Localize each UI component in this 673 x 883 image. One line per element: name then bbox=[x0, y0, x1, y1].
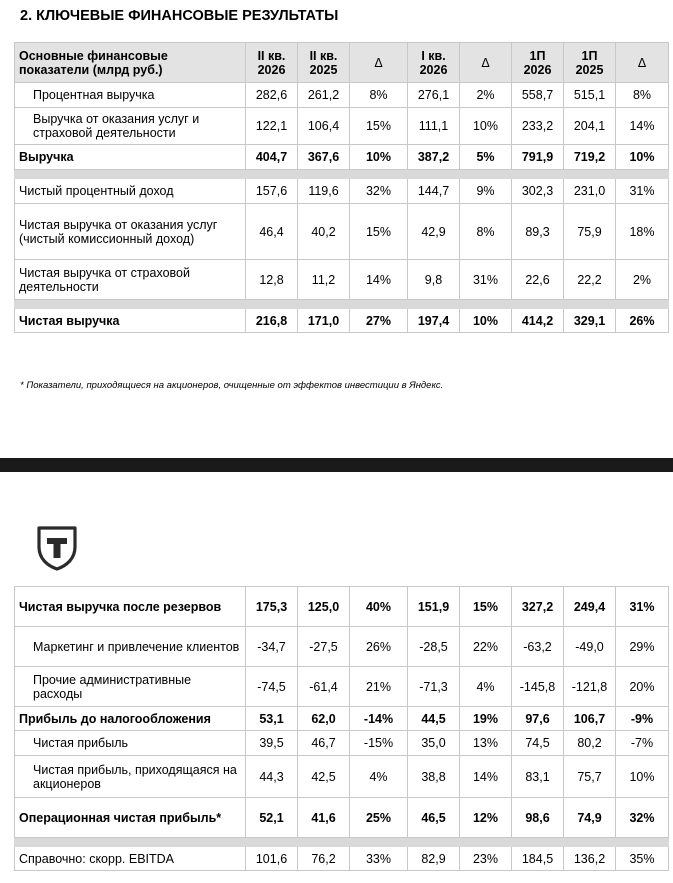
table-row bbox=[15, 667, 669, 707]
cell: 9,8 bbox=[408, 260, 460, 300]
cell: 2% bbox=[460, 83, 512, 108]
cell: -34,7 bbox=[246, 627, 298, 667]
cell: 26% bbox=[350, 627, 408, 667]
col-header-delta-1h: Δ bbox=[616, 43, 669, 83]
cell: 22,6 bbox=[512, 260, 564, 300]
cell: 80,2 bbox=[564, 731, 616, 756]
table-row bbox=[15, 83, 669, 108]
cell: 35,0 bbox=[408, 731, 460, 756]
cell: 22% bbox=[460, 627, 512, 667]
cell: 125,0 bbox=[298, 587, 350, 627]
cell: 302,3 bbox=[512, 179, 564, 204]
cell: 14% bbox=[616, 108, 669, 145]
separator-row bbox=[15, 300, 669, 309]
separator-row bbox=[15, 838, 669, 847]
cell: 32% bbox=[350, 179, 408, 204]
cell: 15% bbox=[350, 204, 408, 260]
cell: -28,5 bbox=[408, 627, 460, 667]
table-row bbox=[15, 145, 669, 170]
cell: 53,1 bbox=[246, 707, 298, 731]
cell: 39,5 bbox=[246, 731, 298, 756]
row-label: Чистый процентный доход bbox=[15, 179, 246, 204]
cell: 22,2 bbox=[564, 260, 616, 300]
cell: 19% bbox=[460, 707, 512, 731]
table-row bbox=[15, 179, 669, 204]
cell: 10% bbox=[460, 309, 512, 333]
table-row bbox=[15, 707, 669, 731]
cell: -61,4 bbox=[298, 667, 350, 707]
col-header-q2-2026: II кв. 2026 bbox=[246, 43, 298, 83]
section-title: 2. КЛЮЧЕВЫЕ ФИНАНСОВЫЕ РЕЗУЛЬТАТЫ bbox=[20, 8, 339, 24]
row-label: Прибыль до налогообложения bbox=[15, 707, 246, 731]
cell: 10% bbox=[616, 756, 669, 798]
cell: 4% bbox=[350, 756, 408, 798]
shield-logo-icon bbox=[35, 525, 79, 571]
cell: 233,2 bbox=[512, 108, 564, 145]
cell: 8% bbox=[460, 204, 512, 260]
row-label: Выручка от оказания услуг и страховой деятельности bbox=[15, 108, 246, 145]
cell: 171,0 bbox=[298, 309, 350, 333]
page-divider bbox=[0, 458, 673, 472]
cell: 157,6 bbox=[246, 179, 298, 204]
cell: 106,7 bbox=[564, 707, 616, 731]
cell: 20% bbox=[616, 667, 669, 707]
row-label: Маркетинг и привлечение клиентов bbox=[15, 627, 246, 667]
col-header-1h-2026: 1П 2026 bbox=[512, 43, 564, 83]
cell: 2% bbox=[616, 260, 669, 300]
table-row bbox=[15, 627, 669, 667]
cell: 15% bbox=[460, 587, 512, 627]
col-header-1h-2025: 1П 2025 bbox=[564, 43, 616, 83]
cell: 23% bbox=[460, 847, 512, 871]
cell: 5% bbox=[460, 145, 512, 170]
cell: 97,6 bbox=[512, 707, 564, 731]
cell: 404,7 bbox=[246, 145, 298, 170]
cell: 136,2 bbox=[564, 847, 616, 871]
cell: -14% bbox=[350, 707, 408, 731]
cell: 74,5 bbox=[512, 731, 564, 756]
cell: 329,1 bbox=[564, 309, 616, 333]
cell: -145,8 bbox=[512, 667, 564, 707]
cell: 76,2 bbox=[298, 847, 350, 871]
cell: 44,3 bbox=[246, 756, 298, 798]
cell: 11,2 bbox=[298, 260, 350, 300]
table-row bbox=[15, 204, 669, 260]
cell: -27,5 bbox=[298, 627, 350, 667]
row-label: Чистая прибыль bbox=[15, 731, 246, 756]
cell: 29% bbox=[616, 627, 669, 667]
cell: 122,1 bbox=[246, 108, 298, 145]
cell: 231,0 bbox=[564, 179, 616, 204]
cell: 40,2 bbox=[298, 204, 350, 260]
row-label: Чистая выручка после резервов bbox=[15, 587, 246, 627]
table-row bbox=[15, 847, 669, 871]
cell: 249,4 bbox=[564, 587, 616, 627]
cell: -71,3 bbox=[408, 667, 460, 707]
cell: 367,6 bbox=[298, 145, 350, 170]
cell: 387,2 bbox=[408, 145, 460, 170]
footnote: * Показатели, приходящиеся на акционеров, очищенные от эффектов инвестиции в Яндекс. bbox=[20, 380, 444, 391]
cell: 89,3 bbox=[512, 204, 564, 260]
cell: 27% bbox=[350, 309, 408, 333]
cell: 12% bbox=[460, 798, 512, 838]
cell: 42,5 bbox=[298, 756, 350, 798]
cell: 12,8 bbox=[246, 260, 298, 300]
cell: 184,5 bbox=[512, 847, 564, 871]
cell: 197,4 bbox=[408, 309, 460, 333]
cell: 38,8 bbox=[408, 756, 460, 798]
cell: -49,0 bbox=[564, 627, 616, 667]
cell: 327,2 bbox=[512, 587, 564, 627]
cell: 21% bbox=[350, 667, 408, 707]
cell: 8% bbox=[350, 83, 408, 108]
cell: -7% bbox=[616, 731, 669, 756]
cell: 46,7 bbox=[298, 731, 350, 756]
cell: 151,9 bbox=[408, 587, 460, 627]
cell: 82,9 bbox=[408, 847, 460, 871]
key-results-table bbox=[14, 42, 669, 333]
cell: 75,9 bbox=[564, 204, 616, 260]
cell: 515,1 bbox=[564, 83, 616, 108]
row-label: Справочно: скорр. EBITDA bbox=[15, 847, 246, 871]
row-label: Процентная выручка bbox=[15, 83, 246, 108]
cell: 25% bbox=[350, 798, 408, 838]
col-header-q1-2026: I кв. 2026 bbox=[408, 43, 460, 83]
cell: 119,6 bbox=[298, 179, 350, 204]
cell: 276,1 bbox=[408, 83, 460, 108]
col-header-indicators: Основные финансовые показатели (млрд руб.) bbox=[15, 43, 246, 83]
cell: 175,3 bbox=[246, 587, 298, 627]
cell: 14% bbox=[350, 260, 408, 300]
cell: -121,8 bbox=[564, 667, 616, 707]
cell: 111,1 bbox=[408, 108, 460, 145]
cell: 62,0 bbox=[298, 707, 350, 731]
row-label: Чистая выручка от страховой деятельности bbox=[15, 260, 246, 300]
cell: -74,5 bbox=[246, 667, 298, 707]
cell: 26% bbox=[616, 309, 669, 333]
cell: 558,7 bbox=[512, 83, 564, 108]
cell: 46,5 bbox=[408, 798, 460, 838]
cell: 261,2 bbox=[298, 83, 350, 108]
cell: 31% bbox=[460, 260, 512, 300]
cell: 18% bbox=[616, 204, 669, 260]
cell: 46,4 bbox=[246, 204, 298, 260]
col-header-delta-yoy: Δ bbox=[350, 43, 408, 83]
cell: 101,6 bbox=[246, 847, 298, 871]
cell: -9% bbox=[616, 707, 669, 731]
cell: 4% bbox=[460, 667, 512, 707]
table-row bbox=[15, 260, 669, 300]
row-label: Чистая выручка от оказания услуг (чистый комиссионный доход) bbox=[15, 204, 246, 260]
cell: 10% bbox=[350, 145, 408, 170]
cell: 216,8 bbox=[246, 309, 298, 333]
cell: 31% bbox=[616, 179, 669, 204]
cell: 282,6 bbox=[246, 83, 298, 108]
cell: 44,5 bbox=[408, 707, 460, 731]
table-row bbox=[15, 798, 669, 838]
cell: 42,9 bbox=[408, 204, 460, 260]
cell: 106,4 bbox=[298, 108, 350, 145]
cell: 75,7 bbox=[564, 756, 616, 798]
row-label: Прочие административные расходы bbox=[15, 667, 246, 707]
cell: 414,2 bbox=[512, 309, 564, 333]
cell: 40% bbox=[350, 587, 408, 627]
cell: 74,9 bbox=[564, 798, 616, 838]
cell: 13% bbox=[460, 731, 512, 756]
col-header-q2-2025: II кв. 2025 bbox=[298, 43, 350, 83]
row-label: Выручка bbox=[15, 145, 246, 170]
row-label: Чистая прибыль, приходящаяся на акционеров bbox=[15, 756, 246, 798]
table-row bbox=[15, 587, 669, 627]
separator-row bbox=[15, 170, 669, 179]
table-row bbox=[15, 731, 669, 756]
cell: 35% bbox=[616, 847, 669, 871]
cell: 8% bbox=[616, 83, 669, 108]
table-row bbox=[15, 309, 669, 333]
cell: 15% bbox=[350, 108, 408, 145]
row-label: Чистая выручка bbox=[15, 309, 246, 333]
cell: 9% bbox=[460, 179, 512, 204]
cell: 33% bbox=[350, 847, 408, 871]
row-label: Операционная чистая прибыль* bbox=[15, 798, 246, 838]
cell: 32% bbox=[616, 798, 669, 838]
cell: 52,1 bbox=[246, 798, 298, 838]
cell: 14% bbox=[460, 756, 512, 798]
table-row bbox=[15, 756, 669, 798]
cell: -15% bbox=[350, 731, 408, 756]
cell: 41,6 bbox=[298, 798, 350, 838]
cell: 10% bbox=[616, 145, 669, 170]
cell: 144,7 bbox=[408, 179, 460, 204]
cell: 719,2 bbox=[564, 145, 616, 170]
cell: 791,9 bbox=[512, 145, 564, 170]
cell: 10% bbox=[460, 108, 512, 145]
cell: -63,2 bbox=[512, 627, 564, 667]
col-header-delta-qoq: Δ bbox=[460, 43, 512, 83]
cell: 98,6 bbox=[512, 798, 564, 838]
cell: 83,1 bbox=[512, 756, 564, 798]
profit-table bbox=[14, 586, 669, 871]
cell: 31% bbox=[616, 587, 669, 627]
table-row bbox=[15, 108, 669, 145]
cell: 204,1 bbox=[564, 108, 616, 145]
table-header-row bbox=[15, 43, 669, 83]
